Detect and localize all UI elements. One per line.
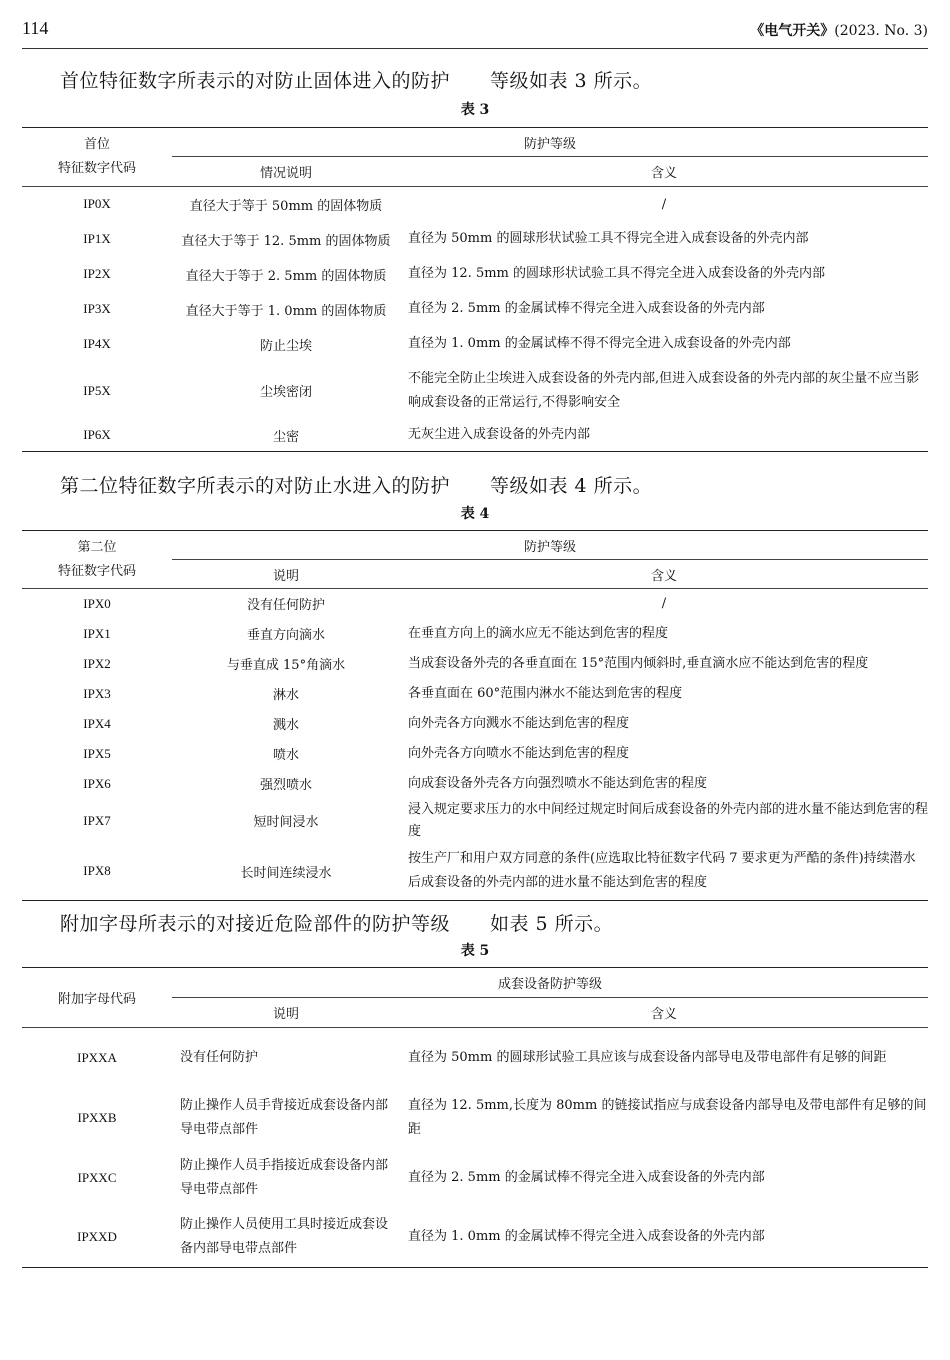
table4-col-code-line1: 第二位 [77,539,117,555]
page-number: 114 [22,18,49,38]
table3-col-group: 防护等级 [172,128,928,157]
row-meaning: / [661,596,667,612]
row-code: IPX6 [83,775,111,791]
journal-issue: (2023. No. 3) [834,23,928,39]
row-code: IPX7 [83,812,111,828]
table-row [22,739,928,769]
table4-col-desc: 说明 [172,560,400,589]
row-meaning: 直径为 1. 0mm 的金属试棒不得不得完全进入成套设备的外壳内部 [408,336,791,351]
table-row [22,327,928,362]
table-row [22,1148,928,1208]
table-row [22,799,928,843]
table-row [22,257,928,292]
table-row [22,769,928,799]
row-desc: 直径大于等于 1. 0mm 的固体物质 [185,303,387,319]
row-meaning: 浸入规定要求压力的水中间经过规定时间后成套设备的外壳内部的进水量不能达到危害的程度 [408,801,929,839]
row-code: IP5X [83,382,111,398]
journal-citation [750,20,928,40]
table5 [22,967,928,1268]
row-meaning: 直径为 50mm 的圆球形状试验工具不得完全进入成套设备的外壳内部 [408,231,809,246]
row-code: IPX8 [83,863,111,879]
table3-col-meaning: 含义 [400,157,928,187]
row-desc: 短时间浸水 [253,815,319,830]
table5-intro-b: 如表 5 所示。 [490,913,614,935]
row-desc: 直径大于等于 2. 5mm 的固体物质 [185,268,387,284]
page-header [22,14,928,49]
row-desc: 尘密 [272,429,299,445]
row-code: IPX2 [83,655,111,671]
row-desc: 直径大于等于 12. 5mm 的固体物质 [181,233,391,249]
table4-col-code [22,531,172,589]
table3-col-desc: 情况说明 [172,157,400,187]
table-row [22,187,928,222]
table3-intro-b: 等级如表 3 所示。 [490,70,653,92]
row-meaning: 按生产厂和用户双方同意的条件(应选取比特征数字代码 7 要求更为严酷的条件)持续潜水后成套设备的外壳内部的进水量不能达到危害的程度 [408,851,916,891]
row-desc: 防止操作人员手指接近成套设备内部导电带点部件 [180,1157,389,1197]
table-row [22,1088,928,1148]
row-desc: 没有任何防护 [246,598,325,614]
table5-col-group: 成套设备防护等级 [172,968,928,998]
table-row [22,292,928,327]
row-code: IP2X [83,266,111,281]
row-meaning: 当成套设备外壳的各垂直面在 15°范围内倾斜时,垂直滴水应不能达到危害的程度 [408,655,869,671]
row-desc: 长时间连续浸水 [240,865,332,881]
table3-col-code-line1: 首位 [83,137,110,152]
row-meaning: 无灰尘进入成套设备的外壳内部 [408,427,591,443]
row-desc: 垂直方向滴水 [246,628,325,643]
table4-intro [60,471,652,498]
journal-name: 《电气开关》 [750,23,835,39]
row-desc: 喷水 [272,748,299,763]
row-meaning: 向成套设备外壳各方向强烈喷水不能达到危害的程度 [408,775,708,791]
row-code: IPXXA [77,1049,117,1065]
table5-intro-a: 附加字母所表示的对接近危险部件的防护等级 [60,913,451,935]
row-desc: 尘埃密闭 [259,385,312,400]
row-meaning: 直径为 2. 5mm 的金属试棒不得完全进入成套设备的外壳内部 [408,301,765,316]
row-code: IPXXC [77,1169,117,1185]
row-desc: 防止操作人员手背接近成套设备内部导电带点部件 [180,1097,389,1137]
row-code: IPXXD [77,1229,117,1245]
table-row [22,843,928,901]
table5-col-meaning: 含义 [400,998,928,1028]
table3-intro-a: 首位特征数字所表示的对防止固体进入的防护 [60,70,451,92]
row-meaning: 直径为 1. 0mm 的金属试棒不得完全进入成套设备的外壳内部 [408,1229,765,1245]
table3-col-code-line2: 特征数字代码 [57,161,136,176]
row-meaning: 各垂直面在 60°范围内淋水不能达到危害的程度 [408,685,683,701]
row-meaning: / [661,196,667,212]
row-desc: 防止尘埃 [259,338,312,354]
table-row [22,679,928,709]
row-desc: 溅水 [272,718,299,733]
table4-intro-b: 等级如表 4 所示。 [490,475,653,497]
row-code: IP3X [83,301,111,316]
table-row [22,222,928,257]
table3 [22,127,928,452]
table-row [22,362,928,420]
row-meaning: 直径为 12. 5mm,长度为 80mm 的链接试指应与成套设备内部导电及带电部件有足够的间距 [408,1097,927,1137]
row-meaning: 不能完全防止尘埃进入成套设备的外壳内部,但进入成套设备的外壳内部的灰尘量不应当影响成套设备的正常运行,不得影响安全 [408,370,920,410]
row-code: IPX4 [83,715,111,731]
table5-caption: 表 5 [460,943,490,959]
table4-col-meaning: 含义 [400,560,928,589]
table-row [22,649,928,679]
table3-intro [60,66,652,93]
row-code: IPX5 [83,745,111,761]
table-row [22,619,928,649]
row-code: IP0X [83,196,111,212]
table3-caption: 表 3 [460,102,490,118]
row-desc: 没有任何防护 [180,1049,259,1065]
table-row [22,1028,928,1088]
row-meaning: 直径为 2. 5mm 的金属试棒不得完全进入成套设备的外壳内部 [408,1169,765,1185]
row-meaning: 向外壳各方向喷水不能达到危害的程度 [408,745,630,761]
row-code: IP1X [83,231,111,246]
row-code: IPXXB [77,1109,117,1125]
row-code: IP4X [83,336,111,351]
row-meaning: 向外壳各方向溅水不能达到危害的程度 [408,715,630,731]
table4-intro-a: 第二位特征数字所表示的对防止水进入的防护 [60,475,451,497]
row-desc: 防止操作人员使用工具时接近成套设备内部导电带点部件 [180,1217,389,1257]
row-desc: 与垂直成 15°角滴水 [226,658,346,673]
row-code: IPX1 [83,625,111,641]
row-meaning: 在垂直方向上的滴水应无不能达到危害的程度 [408,625,669,641]
table4 [22,530,928,901]
table-row [22,420,928,452]
table4-col-code-line2: 特征数字代码 [57,563,136,579]
table5-col-code: 附加字母代码 [22,968,172,1028]
row-meaning: 直径为 50mm 的圆球形试验工具应该与成套设备内部导电及带电部件有足够的间距 [408,1049,887,1065]
table3-col-code [22,128,172,187]
table5-intro [60,909,613,936]
table4-caption: 表 4 [460,506,490,522]
row-code: IP6X [83,427,111,443]
table-row [22,589,928,619]
row-code: IPX3 [83,685,111,701]
row-code: IPX0 [83,595,111,611]
table4-col-group: 防护等级 [172,531,928,560]
table5-col-desc: 说明 [172,998,400,1028]
row-desc: 直径大于等于 50mm 的固体物质 [189,198,383,214]
table-row [22,1208,928,1268]
table-row [22,709,928,739]
row-desc: 淋水 [272,688,299,703]
row-meaning: 直径为 12. 5mm 的圆球形状试验工具不得完全进入成套设备的外壳内部 [408,266,825,281]
row-desc: 强烈喷水 [259,778,312,793]
